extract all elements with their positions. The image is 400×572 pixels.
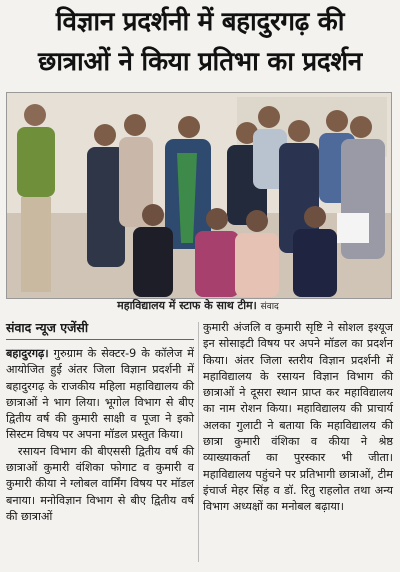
group-photo [6,92,392,299]
article-paragraph-1-text: गुरुग्राम के सेक्टर-9 के कॉलेज में आयोजित हुई अंतर जिला विज्ञान प्रदर्शनी में बहादुरगढ़ के राजकीय महिला महाविद्यालय की छात्राओं ने भाग लिया। भूगोल विभाग से बीए द्वितीय वर्ष की कुमारी साक्षी व पूजा ने इको सिस्टम विषय पर अपना मॉडल प्रस्तुत किया। [6,347,194,442]
article-paragraph-3: कुमारी अंजलि व कुमारी सृष्टि ने सोशल इश्यूज इन सोसाइटी विषय पर अपने मॉडल का प्रदर्शन किया। अंतर जिला स्तरीय विज्ञान प्रदर्शनी में महाविद्यालय के रसायन विज्ञान विभाग की छात्राओं ने दूसरा स्थान प्राप्त कर महाविद्यालय का नाम रोशन किया। महाविद्यालय की प्राचार्य अलका गुलाटी ने बताया कि महाविद्यालय की छात्रा कुमारी वंशिका व कीया ने श्रेष्ठ व्याख्याकर्ता का पुरस्कार भी जीता। महाविद्यालय पहुंचने पर प्रतिभागी छात्राओं, टीम इंचार्ज मेहर सिंह व डॉ. रितु राहलोत तथा अन्य विभाग अध्यक्षों का मनोबल बढ़ाया। [203,321,393,514]
photo-credit: संवाद [260,302,279,312]
article-column-right [203,320,393,516]
photo-caption-text: महाविद्यालय में स्टाफ के साथ टीम। [117,299,257,312]
article-column-left [6,320,194,525]
photo-caption [6,299,390,314]
dateline: बहादुरगढ़। [6,347,49,360]
headline [6,2,394,82]
column-divider [198,322,199,562]
article-paragraph-2: रसायन विभाग की बीएससी द्वितीय वर्ष की छात्राओं कुमारी वंशिका फोगाट व कुमारी व कुमारी कीया ने ग्लोबल वार्मिंग विषय पर मॉडल बनाया। मनोविज्ञान विभाग से बीए द्वितीय वर्ष की छात्राओं [6,444,194,523]
agency-byline: संवाद न्यूज एजेंसी [6,320,194,340]
group-photo-illustration [7,93,391,298]
headline-line-2: छात्राओं ने किया प्रतिभा का प्रदर्शन [38,47,362,77]
headline-line-1: विज्ञान प्रदर्शनी में बहादुरगढ़ की [55,7,345,37]
article-paragraph-1 [6,346,194,444]
